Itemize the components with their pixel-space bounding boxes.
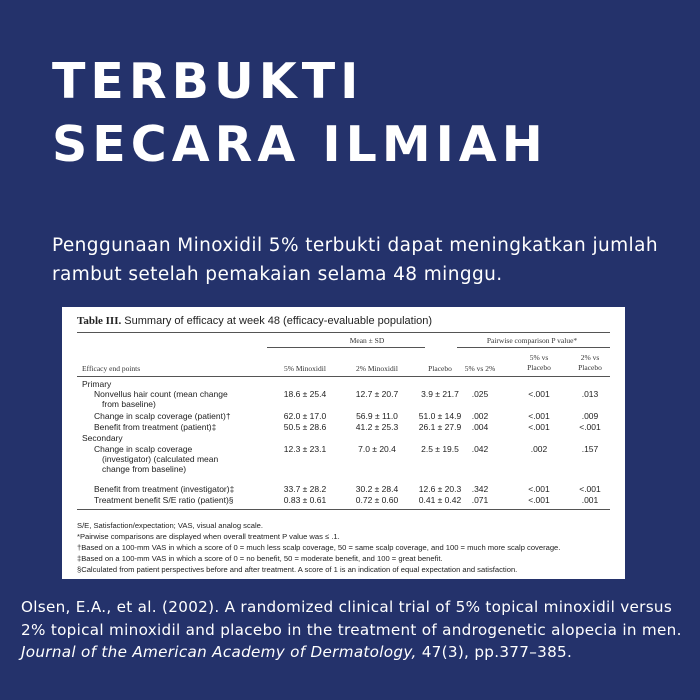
table-rule [457,347,610,348]
table-cell: 12.3 ± 23.1 [283,444,327,454]
endpoint-label: Benefit from treatment (patient)‡ [94,422,217,432]
header-col-3: Placebo [428,364,452,373]
table-cell: 33.7 ± 28.2 [283,484,327,494]
headline [52,50,548,176]
table-cell: .001 [581,495,599,505]
table-cell: .342 [471,484,489,494]
endpoint-label: Change in scalp coverage (patient)† [94,411,231,421]
table-cell: 18.6 ± 25.4 [283,389,327,399]
header-pcol-2: 5% vs Placebo [527,353,551,372]
table-cell: <.001 [528,484,550,494]
table-footnote: S/E, Satisfaction/expectation; VAS, visual analog scale. [77,521,264,530]
table-footnote: §Calculated from patient perspectives before and after treatment. A score of 1 is an indication of equal expectation and satisfaction. [77,565,518,574]
table-cell: <.001 [528,495,550,505]
table-cell: .071 [471,495,489,505]
table-title [77,315,432,327]
table-cell: 2.5 ± 19.5 [421,444,459,454]
header-pcol-1: 5% vs 2% [464,364,496,373]
table-cell: .004 [471,422,489,432]
header-pcol-3: 2% vs Placebo [578,353,602,372]
table-rule [77,332,610,333]
table-rule [77,376,610,377]
table-cell: <.001 [579,422,601,432]
table-title-text: Summary of efficacy at week 48 (efficacy-evaluable population) [124,315,433,327]
endpoint-label: Nonvellus hair count (mean change [94,389,228,399]
table-cell: .009 [581,411,599,421]
endpoint-label: Treatment benefit S/E ratio (patient)§ [94,495,234,505]
citation-volume-pages: 47(3), pp.377–385. [421,643,573,661]
citation-journal: Journal of the American Academy of Dermatology, [21,643,417,661]
table-rule [77,509,610,510]
table-cell: 12.7 ± 20.7 [355,389,399,399]
citation [21,596,686,664]
table-cell: <.001 [579,484,601,494]
table-cell: 30.2 ± 28.4 [355,484,399,494]
table-cell: 56.9 ± 11.0 [356,411,398,421]
table-cell: .002 [530,444,548,454]
section-secondary: Secondary [82,433,123,443]
table-cell: 0.83 ± 0.61 [283,495,327,505]
table-cell: 0.72 ± 0.60 [355,495,399,505]
table-cell: <.001 [528,411,550,421]
table-cell: <.001 [528,422,550,432]
table-cell: 62.0 ± 17.0 [283,411,327,421]
intro-text: Penggunaan Minoxidil 5% terbukti dapat meningkatkan jumlah rambut setelah pemakaian selama 48 minggu. [52,235,658,285]
endpoint-label: change from baseline) [102,464,187,474]
table-cell: 51.0 ± 14.9 [418,411,462,421]
header-col-2: 2% Minoxidil [356,364,398,373]
table-rule [267,347,425,348]
table-footnote: *Pairwise comparisons are displayed when overall treatment P value was ≤ .1. [77,532,340,541]
table-cell: 12.6 ± 20.3 [418,484,462,494]
table-footnote: ‡Based on a 100-mm VAS in which a score of 0 = no benefit, 50 = moderate benefit, and 100 = great benefit. [77,554,443,563]
table-cell: .013 [581,389,599,399]
header-col-1: 5% Minoxidil [284,364,326,373]
table-cell: .002 [471,411,489,421]
table-cell: 7.0 ± 20.4 [358,444,396,454]
section-primary: Primary [82,379,112,389]
table-label: Table III. [77,315,122,327]
headline-line-1: TERBUKTI [52,53,364,110]
table-cell: 0.41 ± 0.42 [418,495,462,505]
table-cell: 50.5 ± 28.6 [283,422,327,432]
header-mean-sd: Mean ± SD [349,336,385,345]
table-cell: 3.9 ± 21.7 [421,389,459,399]
endpoint-label: Change in scalp coverage [94,444,193,454]
endpoint-label: (investigator) (calculated mean [102,454,219,464]
table-cell: .042 [471,444,489,454]
table-cell: 26.1 ± 27.9 [418,422,462,432]
efficacy-table-image [62,307,625,579]
endpoint-label: Benefit from treatment (investigator)‡ [94,484,235,494]
table-cell: .025 [471,389,489,399]
header-pairwise: Pairwise comparison P value* [486,336,578,345]
header-endpoints: Efficacy end points [82,364,141,373]
headline-line-2: SECARA ILMIAH [52,116,548,173]
table-cell: <.001 [528,389,550,399]
table-cell: 41.2 ± 25.3 [355,422,399,432]
table-cell: .157 [581,444,599,454]
citation-authors-title: Olsen, E.A., et al. (2002). A randomized clinical trial of 5% topical minoxidil versus 2% topical minoxidil and placebo in the treatment of androgenetic alopecia in men. [21,598,682,639]
endpoint-label: from baseline) [102,399,156,409]
table-footnote: †Based on a 100-mm VAS in which a score of 0 = much less scalp coverage, 50 = same scalp coverage, and 100 = much more scalp coverage. [77,543,561,552]
